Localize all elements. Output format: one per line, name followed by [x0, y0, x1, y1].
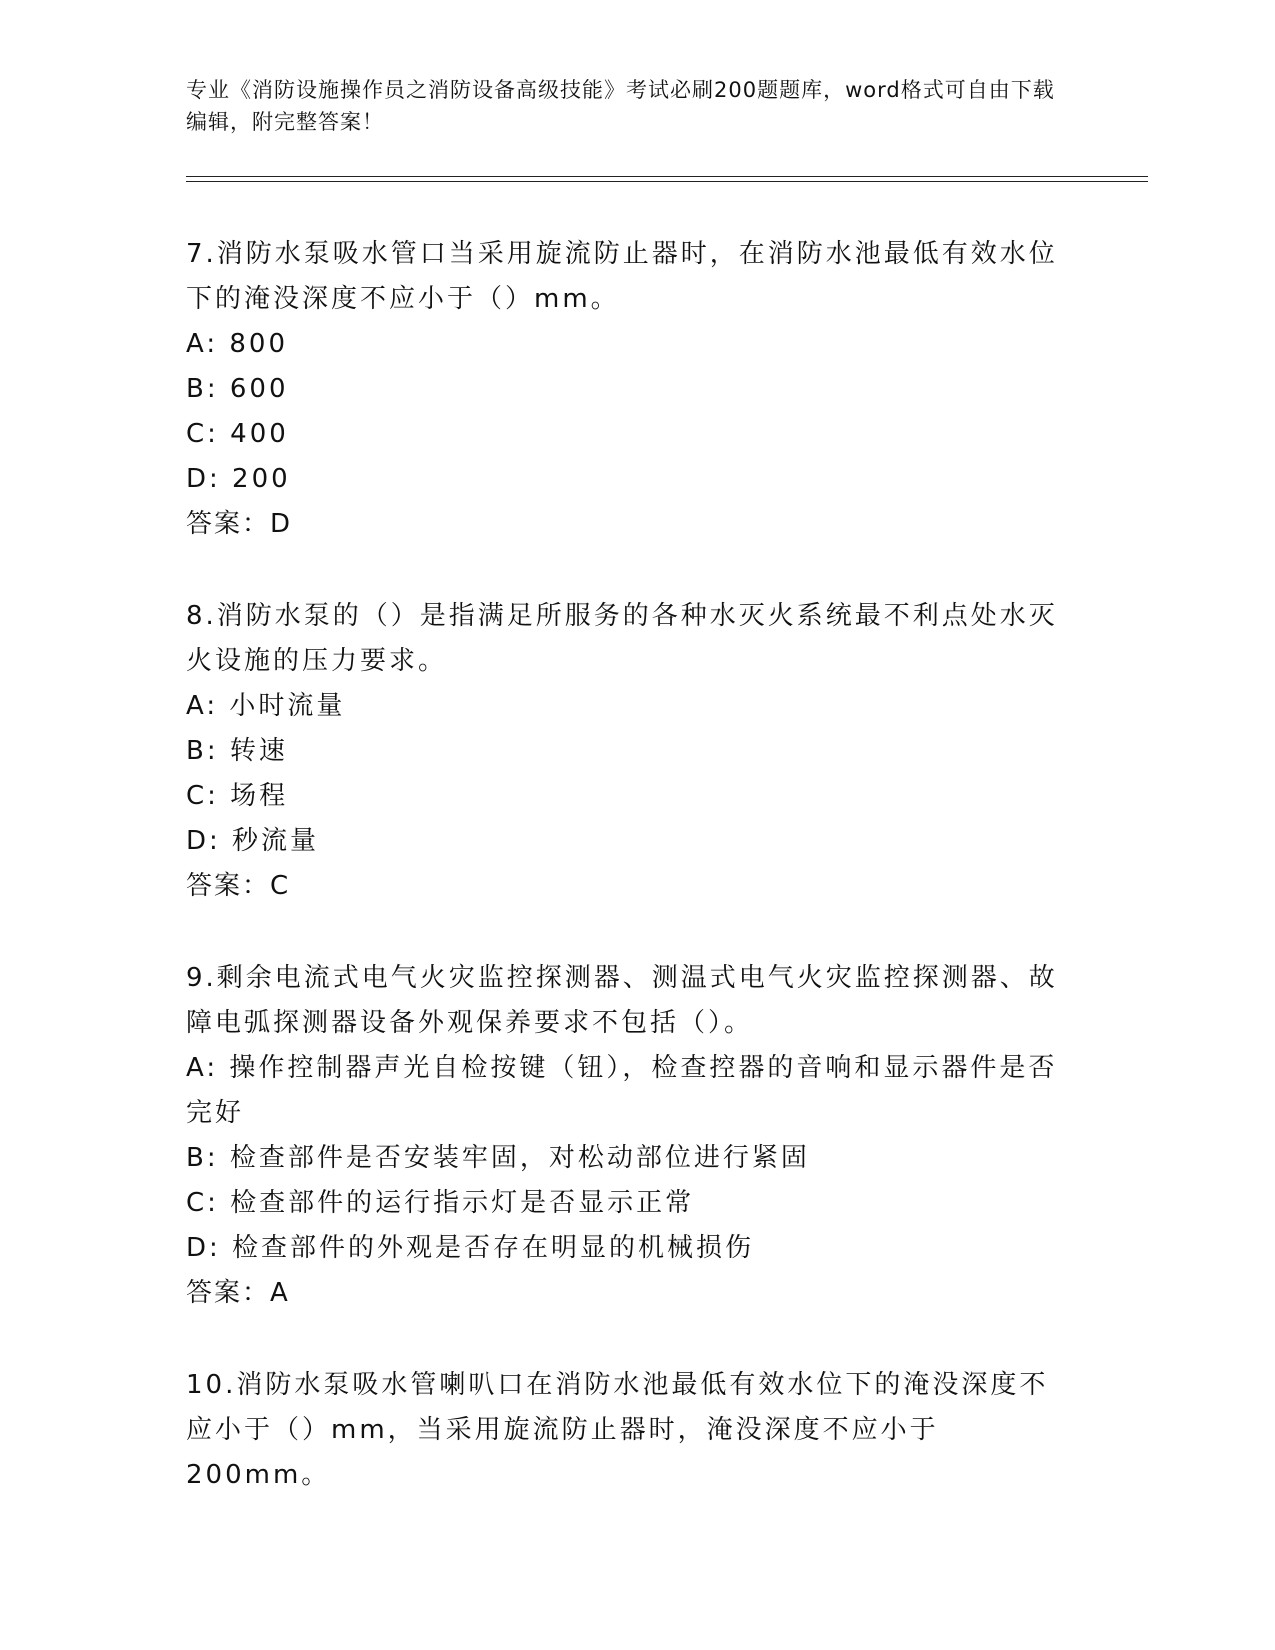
- answer-label: 答案：: [186, 1278, 271, 1308]
- answer-value: D: [270, 509, 293, 539]
- question-10: [186, 1363, 1076, 1498]
- option-d: D: 秒流量: [186, 826, 320, 856]
- option-a: A: 800: [186, 329, 288, 359]
- answer-line: [186, 864, 1076, 909]
- option-c: C: 400: [186, 419, 289, 449]
- option-b: B: 检查部件是否安装牢固，对松动部位进行紧固: [186, 1143, 810, 1173]
- question-stem: 7.消防水泵吸水管口当采用旋流防止器时，在消防水池最低有效水位下的淹没深度不应小于（）mm。: [186, 239, 1058, 314]
- question-stem: 10.消防水泵吸水管喇叭口在消防水池最低有效水位下的淹没深度不应小于（）mm，当采用旋流防止器时，淹没深度不应小于200mm。: [186, 1370, 1049, 1490]
- question-list: [186, 232, 1076, 1545]
- answer-value: C: [270, 871, 291, 901]
- option-c: C: 检查部件的运行指示灯是否显示正常: [186, 1188, 695, 1218]
- option-b: B: 600: [186, 374, 289, 404]
- option-a: A: 操作控制器声光自检按键（钮），检查控器的音响和显示器件是否完好: [186, 1053, 1058, 1128]
- answer-line: [186, 502, 1076, 547]
- answer-label: 答案：: [186, 871, 271, 901]
- answer-label: 答案：: [186, 509, 271, 539]
- question-stem: 8.消防水泵的（）是指满足所服务的各种水灭火系统最不利点处水灭火设施的压力要求。: [186, 601, 1058, 676]
- question-9: [186, 956, 1076, 1316]
- header-rule-top: [186, 176, 1148, 177]
- question-8: [186, 594, 1076, 909]
- question-stem: 9.剩余电流式电气火灾监控探测器、测温式电气火灾监控探测器、故障电弧探测器设备外观保养要求不包括（）。: [186, 963, 1058, 1038]
- option-c: C: 场程: [186, 781, 289, 811]
- answer-value: A: [270, 1278, 290, 1308]
- option-d: D: 200: [186, 464, 291, 494]
- option-d: D: 检查部件的外观是否存在明显的机械损伤: [186, 1233, 755, 1263]
- header-rule-bottom: [186, 181, 1148, 182]
- option-a: A: 小时流量: [186, 691, 346, 721]
- document-header: 专业《消防设施操作员之消防设备高级技能》考试必刷200题题库，word格式可自由下载编辑，附完整答案！: [186, 78, 1055, 134]
- answer-line: [186, 1271, 1076, 1316]
- option-b: B: 转速: [186, 736, 288, 766]
- question-7: [186, 232, 1076, 547]
